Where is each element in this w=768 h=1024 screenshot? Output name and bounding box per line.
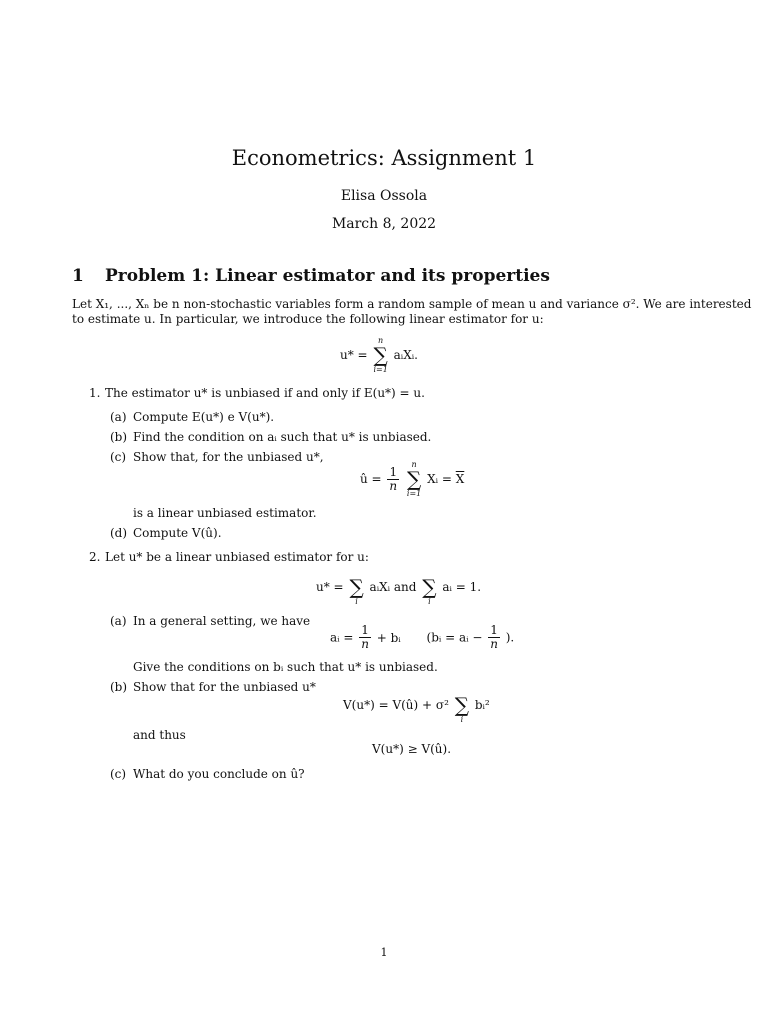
item-1a-text: Compute E(u*) e V(u*). (133, 410, 275, 424)
variance-eq-lhs: V(u*) = V(û) + σ² (343, 698, 449, 712)
sum-upper-limit: n (411, 460, 417, 469)
document-title: Econometrics: Assignment 1 (231, 146, 537, 170)
item-1c-label: (c) (110, 450, 127, 464)
equation-linear-unbiased (316, 568, 481, 606)
equation-variance (343, 686, 490, 724)
sum-lower-limit: i (460, 715, 464, 724)
item-2a-label: (a) (110, 614, 127, 628)
summation-symbol (407, 460, 421, 498)
eq1-lhs: u* = (340, 348, 368, 362)
frac-denominator: n (389, 478, 398, 493)
a-eq-mid: + bᵢ (376, 630, 401, 645)
item-1-text: The estimator u* is unbiased if and only if E(u*) = u. (105, 386, 425, 400)
summation-symbol (422, 568, 436, 606)
item-1-label: 1. (89, 386, 101, 400)
summation-symbol (455, 686, 469, 724)
fraction-one-over-n (488, 624, 500, 651)
eq2-rhs: aᵢ = 1. (442, 580, 482, 594)
equation-a-decomposition (330, 624, 514, 651)
frac-denominator: n (490, 637, 498, 651)
sum-lower-limit: i (355, 597, 358, 606)
item-2-label: 2. (89, 550, 101, 564)
sum-sign: ∑ (349, 575, 364, 599)
fraction-one-over-n (387, 466, 399, 493)
frac-numerator: 1 (361, 623, 369, 637)
intro-line-2: to estimate u. In particular, we introduce the following linear estimator for u: (72, 312, 544, 326)
item-1d-text: Compute V(û). (133, 526, 222, 540)
a-eq-paren: (bᵢ = aᵢ − (426, 630, 483, 645)
item-2a-text: In a general setting, we have (133, 614, 311, 628)
item-1d-label: (d) (110, 526, 128, 540)
eq1-rhs: aᵢXᵢ. (393, 348, 418, 362)
item-1b-text: Find the condition on aᵢ such that u* is unbiased. (133, 430, 432, 444)
equation-estimator (340, 336, 418, 374)
a-eq-lhs: aᵢ = (330, 630, 354, 645)
sum-lower-limit: i (428, 597, 431, 606)
item-2c-text: What do you conclude on û? (133, 767, 305, 781)
x-bar: $\overline{X}$ (455, 472, 465, 486)
equation-u-hat (360, 460, 464, 498)
item-2-text: Let u* be a linear unbiased estimator for u: (105, 550, 369, 564)
section-title: Problem 1: Linear estimator and its properties (105, 266, 550, 286)
section-number: 1 (72, 266, 84, 286)
summation-symbol (349, 568, 363, 606)
eq2-lhs: u* = (316, 580, 344, 594)
eq2-mid: aᵢXᵢ and (369, 580, 417, 594)
sum-sign: ∑ (406, 467, 422, 491)
item-1c-text: Show that, for the unbiased u*, (133, 450, 324, 464)
item-2b-text: Show that for the unbiased u* (133, 680, 316, 694)
variance-eq-rhs: bᵢ² (474, 698, 490, 712)
item-2b-and-thus: and thus (133, 728, 186, 742)
sum-sign: ∑ (373, 343, 388, 367)
summation-symbol (373, 336, 387, 374)
date: March 8, 2022 (331, 216, 437, 232)
sum-lower-limit: i=1 (373, 365, 388, 374)
u-hat-rhs: Xᵢ = (427, 472, 452, 486)
frac-numerator: 1 (389, 464, 398, 479)
item-1a-label: (a) (110, 410, 127, 424)
item-1c-after: is a linear unbiased estimator. (133, 506, 317, 520)
item-2c-label: (c) (110, 767, 127, 781)
a-eq-end: ). (505, 630, 515, 645)
sum-sign: ∑ (454, 693, 469, 717)
item-1b-label: (b) (110, 430, 128, 444)
frac-numerator: 1 (490, 623, 498, 637)
page-number: 1 (380, 946, 388, 959)
sum-lower-limit: i=1 (406, 489, 422, 498)
sum-upper-limit: n (378, 336, 384, 345)
item-2a-after: Give the conditions on bᵢ such that u* is unbiased. (133, 660, 438, 674)
frac-denominator: n (361, 637, 369, 651)
intro-line-1: Let X₁, ..., Xₙ be n non-stochastic variables form a random sample of mean u and variance σ². We are interested (72, 297, 752, 311)
fraction-one-over-n (359, 624, 371, 651)
equation-variance-inequality: V(u*) ≥ V(û). (372, 742, 452, 756)
sum-sign: ∑ (422, 575, 437, 599)
u-hat-lhs: û = (360, 472, 382, 486)
item-2b-label: (b) (110, 680, 128, 694)
author: Elisa Ossola (340, 188, 428, 204)
